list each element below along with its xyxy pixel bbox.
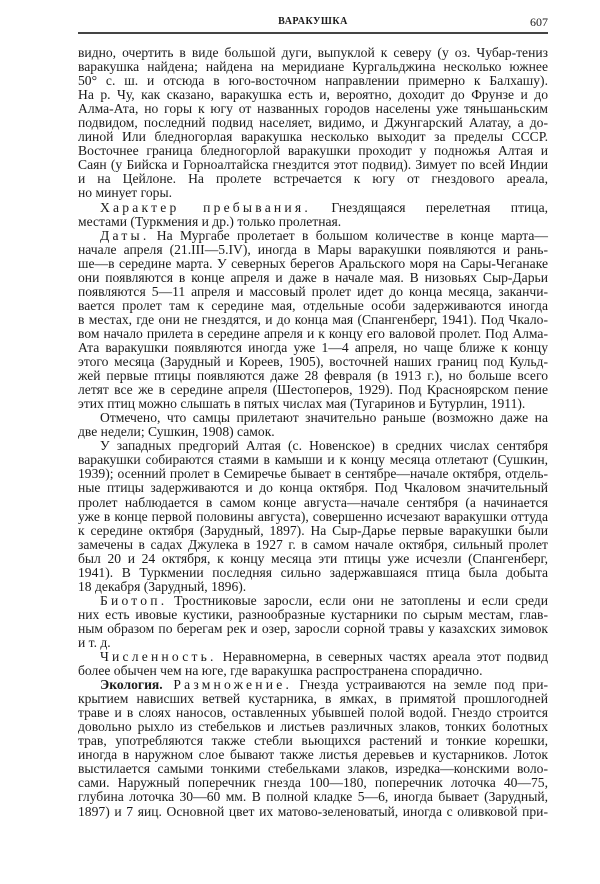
text-line	[78, 327, 548, 341]
paragraph	[78, 229, 548, 412]
line-text: довольно рыхло из стебельков и листьев различных злаков, тонких болотных	[78, 719, 548, 735]
line-text: Восточнее граница бледногорлой варакушки проходит у подножья Алтая и	[78, 143, 548, 159]
text-line	[78, 467, 548, 481]
text-line	[78, 46, 548, 60]
text-line	[78, 664, 548, 678]
line-text: траве и в слоях наносов, оставленных убывшей полой водой. Гнездо строится	[78, 705, 548, 721]
spaced-subheading: Размножение.	[162, 677, 293, 693]
line-text: На р. Чу, как сказано, варакушка есть и, вероятно, доходит до Фрунзе и до	[78, 87, 548, 103]
line-text: уже в конце первой половины августа), совершенно исчезают варакушки оттуда	[78, 508, 548, 524]
text-line	[78, 748, 548, 762]
text-line	[78, 144, 548, 158]
line-text: к середине октября (Зарудный, 1897). На Сыр-Дарье первые варакушки были	[78, 522, 548, 538]
text-line	[78, 60, 548, 74]
line-text: 1897) и 7 яиц. Основной цвет их матово-зеленоватый, иногда с оливковой при-	[78, 803, 548, 819]
line-text: варакушки собираются стаями в камыши и к концу месяца отлетают (Сушкин,	[78, 452, 548, 468]
text-line	[78, 608, 548, 622]
line-text: Ата варакушки появляются иногда уже 1—4 апреля, но чаще ближе к концу	[78, 339, 548, 355]
text-line	[78, 524, 548, 538]
line-text: 18 декабря (Зарудный, 1896).	[78, 578, 247, 594]
line-text: подвидом, последний подвид населяет, видимо, и Джунгарский Алатау, а до-	[78, 115, 548, 131]
line-text: Гнезда устраиваются на земле под при-	[292, 677, 548, 693]
line-text: и на Цейлоне. На пролете встречается к югу от гнездового ареала,	[78, 171, 548, 187]
line-text: был 20 и 24 октября, к концу месяца эти птицы уже исчезли (Спангенберг,	[78, 550, 548, 566]
line-text: Саян (у Бийска и Горноалтайска гнездится этот подвид). Зимует по всей Индии	[78, 157, 548, 173]
line-text: ше—в середине марта. У северных берегов Аральского моря на Сары-Чеганаке	[78, 255, 548, 271]
text-line	[78, 580, 548, 594]
paragraph	[78, 411, 548, 439]
text-line	[78, 313, 548, 327]
line-text: линой Или бледногорлая варакушка несколько выходит за пределы СССР.	[78, 129, 548, 145]
text-line	[78, 453, 548, 467]
paragraph	[78, 594, 548, 650]
line-text: вом начало прилета в середине апреля и к концу его валовой пролет. Под Алма-	[78, 325, 548, 341]
line-text: две недели; Сушкин, 1908) самок.	[78, 424, 275, 440]
line-text: трав, употребляются также стебли вьющихся растений и тонкие корешки,	[78, 733, 548, 749]
line-text: и т. д.	[78, 634, 111, 650]
text-line	[78, 425, 548, 439]
text-line	[78, 397, 548, 411]
text-line	[78, 439, 548, 453]
paragraph	[78, 201, 548, 229]
text-line	[78, 720, 548, 734]
text-line	[78, 481, 548, 495]
text-line	[78, 257, 548, 271]
text-line	[78, 805, 548, 819]
line-text: варакушка найдена; найдена на меридиане Кургальджина несколько южнее	[78, 59, 548, 75]
line-text: У западных предгорий Алтая (с. Новенское) в средних числах сентября	[100, 438, 548, 454]
line-text: замечены в садах Джулека в 1927 г. в самом начале октября, сильный пролет	[78, 536, 548, 552]
text-line	[78, 692, 548, 706]
text-line	[78, 271, 548, 285]
line-text: иногда в наружном слое бывают также листья деревьев и кустарников. Лоток	[78, 747, 548, 763]
line-text: пролет наблюдается в самом конце августа—начале сентября (а начинается	[78, 494, 548, 510]
text-line	[78, 636, 548, 650]
text-line	[78, 369, 548, 383]
text-line	[78, 88, 548, 102]
spaced-subheading: Даты.	[100, 227, 150, 243]
line-text: Алма-Ата, но горы к югу от названных городов населены уже тяньшаньским	[78, 101, 548, 117]
line-text: ные птицы задерживаются и до конца октября. Под Чкаловом значительный	[78, 480, 548, 496]
line-text: более обычен чем на юге, где варакушка распространена спорадично.	[78, 663, 483, 679]
text-line	[78, 650, 548, 664]
text-line	[78, 678, 548, 692]
text-line	[78, 594, 548, 608]
line-text: 50° с. ш. и отсюда в юго-восточном направлении примерно к Балхашу).	[78, 73, 548, 89]
running-header	[78, 14, 548, 34]
line-text: местами (Туркмения и др.) только пролетная.	[78, 213, 342, 229]
page-number: 607	[530, 15, 548, 29]
line-text: глубина лоточка 30—60 мм. В полной кладке 5—6, иногда бывает (Зарудный,	[78, 789, 548, 805]
text-line	[78, 762, 548, 776]
text-line	[78, 102, 548, 116]
line-text: Гнездящаяся перелетная птица,	[310, 199, 549, 215]
text-line	[78, 706, 548, 720]
text-line	[78, 734, 548, 748]
text-line	[78, 411, 548, 425]
text-line	[78, 355, 548, 369]
line-text: выстилается самыми тонкими стебельками злаков, изредка—конскими воло-	[78, 761, 548, 777]
line-text: Тростниковые заросли, если они не затоплены и если среди	[167, 592, 548, 608]
line-text: они появляются в конце апреля и даже в начале мая. В низовьях Сыр-Дарьи	[78, 269, 548, 285]
running-title: ВАРАКУШКА	[278, 16, 348, 27]
text-line	[78, 622, 548, 636]
text-line	[78, 172, 548, 186]
line-text: На Мургабе пролетает в большом количестве в конце марта—	[149, 227, 548, 243]
line-text: этих птиц можно слышать в пятых числах мая (Тугаринов и Бутурлин, 1911).	[78, 396, 526, 412]
paragraph	[78, 439, 548, 594]
text-line	[78, 186, 548, 200]
line-text: Неравномерна, в северных частях ареала этот подвид	[216, 649, 548, 665]
text-line	[78, 341, 548, 355]
line-text: жей первые птицы появляются даже 28 февраля (в 1913 г.), но больше всего	[78, 368, 548, 384]
line-text: но минует горы.	[78, 185, 172, 201]
text-line	[78, 201, 548, 215]
text-line	[78, 552, 548, 566]
text-line	[78, 790, 548, 804]
spaced-subheading: Биотоп.	[100, 592, 168, 608]
paragraph	[78, 678, 548, 818]
text-line	[78, 158, 548, 172]
spaced-subheading: Характер пребывания.	[100, 199, 311, 215]
text-line	[78, 496, 548, 510]
text-line	[78, 299, 548, 313]
text-line	[78, 116, 548, 130]
line-text: начале апреля (21.III—5.IV), иногда в Мары варакушки появляются и рань-	[78, 241, 548, 257]
line-text: в местах, где они не гнездятся, и до конца мая (Спангенберг, 1941). Под Чкало-	[78, 311, 548, 327]
text-line	[78, 229, 548, 243]
line-text: сами. Наружный поперечник гнезда 100—180, поперечник лоточка 40—75,	[78, 775, 548, 791]
text-line	[78, 215, 548, 229]
text-line	[78, 74, 548, 88]
line-text: летят все же в середине апреля (Шестоперов, 1929). Под Красноярском пение	[78, 382, 548, 398]
line-text: Отмечено, что самцы прилетают значительно раньше (возможно даже на	[100, 410, 548, 426]
text-line	[78, 566, 548, 580]
line-text: появляются 5—11 апреля и массовый пролет идет до конца месяца, заканчи-	[78, 283, 548, 299]
line-text: вается пролет там к середине мая, отдельные особи задерживаются иногда	[78, 297, 548, 313]
line-text: видно, очертить в виде большой дуги, выпуклой к северу (у оз. Чубар-тениз	[78, 45, 548, 60]
spaced-subheading: Численность.	[100, 649, 217, 665]
article-body	[78, 46, 548, 819]
line-text: 1939); осенний пролет в Семиречье бывает в сентябре—начале октября, отдель-	[78, 466, 548, 482]
text-line	[78, 285, 548, 299]
text-line	[78, 243, 548, 257]
line-text: ным образом по берегам рек и озер, заросли сорной травы у казахских зимовок	[78, 620, 548, 636]
text-line	[78, 130, 548, 144]
section-heading: Экология.	[100, 677, 163, 693]
text-line	[78, 383, 548, 397]
line-text: 1941). В Туркмении последняя сильно задержавшаяся птица была добыта	[78, 564, 548, 580]
line-text: них есть ивовые кустики, разнообразные кустарники по сырым местам, глав-	[78, 606, 548, 622]
text-line	[78, 776, 548, 790]
line-text: крытием нависших ветвей кустарника, в ямках, в примятой прошлогодней	[78, 691, 548, 707]
line-text: этого месяца (Зарудный и Кореев, 1905), восточней наших границ под Кульд-	[78, 354, 548, 370]
paragraph	[78, 46, 548, 201]
text-line	[78, 510, 548, 524]
paragraph	[78, 650, 548, 678]
text-line	[78, 538, 548, 552]
